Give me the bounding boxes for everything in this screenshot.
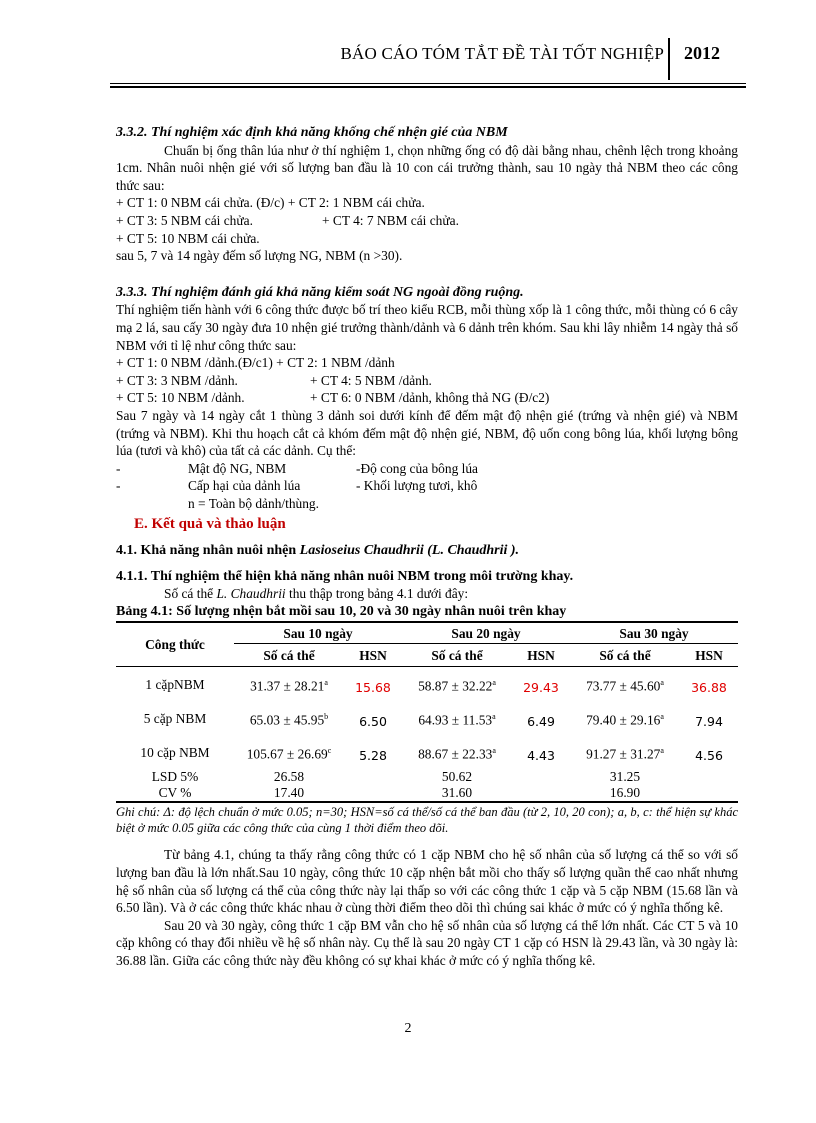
list-text: Mật độ NG, NBM	[188, 460, 287, 476]
page-number: 2	[404, 1021, 412, 1036]
formula-line	[116, 212, 738, 230]
header-rule-thin	[110, 83, 746, 84]
table-row	[116, 735, 738, 769]
results-table	[116, 621, 738, 803]
cell-hsn: 6.49	[527, 713, 555, 729]
cell-count: 65.03 ± 45.95$^b$	[249, 711, 329, 728]
cell-count: 105.67 ± 26.69$^c$	[246, 745, 332, 762]
cell-hsn: 15.68	[355, 679, 391, 695]
formula-line	[116, 389, 738, 407]
table-row	[116, 701, 738, 735]
cell-cv: 31.60	[402, 785, 512, 802]
formula-item: + CT 3: 5 NBM cái chửa.	[116, 212, 253, 228]
heading-4-1-1: 4.1.1. Thí nghiệm thể hiện khả năng nhân nuôi NBM trong môi trường khay.	[116, 568, 574, 584]
col-header-formula: Công thức	[116, 622, 234, 667]
row-label: 1 cặpNBM	[145, 676, 205, 692]
formula-item: + CT 4: 5 NBM /dảnh.	[310, 372, 432, 388]
cell-hsn: 4.56	[695, 747, 723, 763]
list-text: n = Toàn bộ dảnh/thùng.	[188, 495, 319, 511]
header-rule-thick	[110, 86, 746, 88]
cell-lsd: 26.58	[273, 769, 305, 785]
table-row	[116, 667, 738, 702]
cell-hsn: 7.94	[695, 713, 723, 729]
header-title: BÁO CÁO TÓM TẮT ĐỀ TÀI TỐT NGHIỆP	[340, 44, 664, 63]
formula-item: + CT 3: 3 NBM /dảnh.	[116, 372, 238, 388]
paragraph-3-3-2: Chuẩn bị ống thân lúa như ở thí nghiệm 1, chọn những ống có độ dài bằng nhau, chênh lệch trong khoảng 1cm. Nhân nuôi nhện gié với số lượng ban đầu là 10 con cái trưởng thành, sau 10 ngày thả NBM theo các công thức sau:	[116, 142, 738, 193]
col-header-period: Sau 30 ngày	[570, 622, 738, 644]
cell-lsd: 31.25	[609, 769, 641, 785]
list-item	[116, 460, 738, 478]
table-caption: Bảng 4.1: Số lượng nhện bắt mồi sau 10, 20 và 30 ngày nhân nuôi trên khay	[116, 603, 567, 619]
header-divider	[668, 38, 670, 80]
page-header	[110, 30, 746, 88]
cell-count: 58.87 ± 32.22$^a$	[418, 677, 496, 694]
list-text: - Khối lượng tươi, khô	[356, 478, 478, 494]
heading-4-1-prefix: 4.1. Khả năng nhân nuôi nhện	[116, 543, 300, 559]
cell-count: 91.27 ± 31.27$^a$	[586, 745, 664, 762]
formula-item: + CT 4: 7 NBM cái chửa.	[322, 212, 459, 228]
list-dash: -	[116, 460, 121, 476]
row-label: 10 cặp NBM	[140, 744, 210, 760]
row-label: 5 cặp NBM	[143, 710, 207, 726]
heading-4-1	[116, 542, 738, 560]
paragraph-method: Sau 7 ngày và 14 ngày cắt 1 thùng 3 dảnh soi dưới kính để đếm mật độ nhện gié (trứng và nhện gié) và NBM (trứng và NBM). Khi thu hoạch cắt cả khóm đếm mật độ nhện gié, NBM, độ uốn cong bông lúa, khối lượng bông lúa (tươi và khô) của tất cả các dảnh. Cụ thể:	[116, 407, 738, 459]
table-note: Ghi chú: Δ: độ lệch chuẩn ở mức 0.05; n=30; HSN=số cá thể/số cá thể ban đầu (từ 2, 10, 20 con); a, b, c: thể hiện sự khác biệt ở mức 0.05 giữa các công thức của cùng 1 thời điểm theo dõi.	[116, 805, 738, 836]
cell-count: 64.93 ± 11.53$^a$	[418, 711, 496, 728]
col-header-hsn: HSN	[680, 644, 738, 667]
col-header-count: Số cá thể	[234, 644, 344, 667]
species-name: L. Chaudhrii	[216, 586, 286, 602]
col-header-count: Số cá thể	[402, 644, 512, 667]
col-header-period: Sau 10 ngày	[234, 622, 402, 644]
table-row-lsd	[116, 769, 738, 785]
list-dash: -	[116, 478, 121, 494]
col-header-count: Số cá thể	[570, 644, 680, 667]
formula-item: + CT 6: 0 NBM /dảnh, không thả NG (Đ/c2)	[310, 390, 550, 406]
intro-text: Số cá thể	[164, 586, 217, 602]
cell-count: 88.67 ± 22.33$^a$	[418, 745, 496, 762]
document-body	[116, 120, 738, 970]
row-label: LSD 5%	[151, 769, 199, 785]
formula-line: + CT 1: 0 NBM /dảnh.(Đ/c1) + CT 2: 1 NBM /dảnh	[116, 355, 395, 371]
cell-cv: 16.90	[570, 785, 680, 802]
result-paragraph: Từ bảng 4.1, chúng ta thấy rằng công thức có 1 cặp NBM cho hệ số nhân của số lượng cá thể so với số lượng ban đầu là lớn nhất.Sau 10 ngày, công thức 10 cặp nhện bắt mồi cho thấy số lượng quần thể cao nhất nhưng hệ số nhân của số lượng cá thể của công thức này lại thấp so với các công thức 1 cặp và 5 cặp NBM (15.68 lần và 6.50 lần). Và ở các công thức khác nhau ở cùng thời điểm theo dõi thì chúng sai khác ở mức có ý nghĩa thống kê.	[116, 847, 738, 916]
formula-line: + CT 1: 0 NBM cái chửa. (Đ/c) + CT 2: 1 NBM cái chửa.	[116, 195, 425, 211]
cell-cv: 17.40	[234, 785, 344, 802]
table-row-cv	[116, 785, 738, 802]
table-intro	[116, 585, 738, 603]
heading-3-3-3: 3.3.3. Thí nghiệm đánh giá khả năng kiểm soát NG ngoài đồng ruộng.	[116, 284, 524, 300]
cell-count: 79.40 ± 29.16$^a$	[586, 711, 664, 728]
formula-item: + CT 5: 10 NBM /dảnh.	[116, 390, 245, 406]
section-e-heading: E. Kết quả và thảo luận	[134, 516, 286, 533]
list-item	[116, 495, 738, 513]
list-dash	[116, 495, 188, 513]
heading-3-3-2: 3.3.2. Thí nghiệm xác định khả năng khống chế nhện gié của NBM	[116, 125, 508, 140]
paragraph-3-3-3: Thí nghiệm tiến hành với 6 công thức được bố trí theo kiểu RCB, mỗi thùng xốp là 1 công thức, mỗi thùng có 6 cây mạ 2 lá, sau cấy 30 ngày đưa 10 nhện gié trưởng thành/dảnh và 6 dảnh trên khóm. Sau khi lây nhiễm 14 ngày thả số NBM với tỉ lệ như công thức sau:	[116, 302, 738, 353]
row-label: CV %	[116, 785, 234, 802]
cell-lsd: 50.62	[441, 769, 473, 785]
intro-text: thu thập trong bảng 4.1 dưới đây:	[285, 586, 469, 602]
cell-hsn: 5.28	[359, 747, 387, 763]
cell-hsn: 36.88	[691, 679, 727, 695]
header-year: 2012	[684, 43, 720, 63]
cell-hsn: 6.50	[359, 713, 387, 729]
col-header-hsn: HSN	[344, 644, 402, 667]
col-header-period: Sau 20 ngày	[402, 622, 570, 644]
cell-count: 73.77 ± 45.60$^a$	[586, 677, 664, 694]
species-name: Lasioseius Chaudhrii (L. Chaudhrii ).	[299, 543, 520, 559]
result-paragraph: Sau 20 và 30 ngày, công thức 1 cặp BM vẫn cho hệ số nhân của số lượng cá thể lớn nhất. Các CT 5 và 10 cặp không có thay đổi nhiều về hệ số nhân này. Cụ thể là sau 20 ngày CT 1 cặp có HSN là 29.43 lần, và 30 ngày là: 36.88 lần. Giữa các công thức này đều không có sự khai khác ở mức có ý nghĩa thống kê.	[116, 917, 738, 968]
counting-note: sau 5, 7 và 14 ngày đếm số lượng NG, NBM (n >30).	[116, 248, 403, 264]
formula-line	[116, 372, 738, 390]
col-header-hsn: HSN	[512, 644, 570, 667]
list-item	[116, 477, 738, 495]
cell-count: 31.37 ± 28.21$^a$	[250, 677, 328, 694]
list-text: -Độ cong của bông lúa	[356, 460, 478, 476]
formula-line: + CT 5: 10 NBM cái chửa.	[116, 230, 260, 246]
list-text: Cấp hại của dảnh lúa	[188, 478, 301, 494]
cell-hsn: 4.43	[527, 747, 555, 763]
cell-hsn: 29.43	[523, 679, 559, 695]
